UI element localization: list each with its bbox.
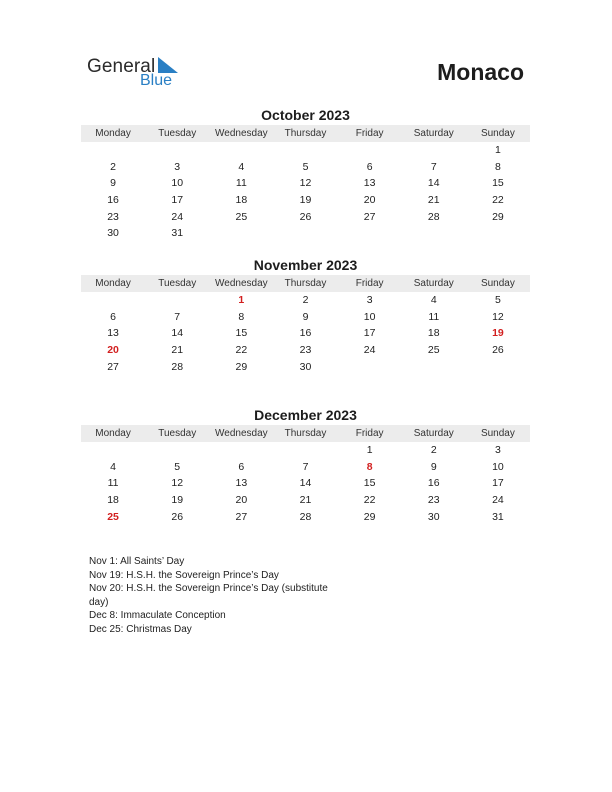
weekday-label: Wednesday <box>215 128 268 139</box>
day-cell: 30 <box>299 360 312 373</box>
day-cell: 8 <box>238 310 245 323</box>
day-cell: 3 <box>174 160 181 173</box>
day-cell: 4 <box>238 160 245 173</box>
day-cell: 6 <box>238 460 245 473</box>
day-cell: 1 <box>366 444 373 456</box>
weekday-label: Tuesday <box>158 128 197 139</box>
day-cell: 3 <box>366 294 373 306</box>
weekday-label: Saturday <box>413 128 454 139</box>
day-cell: 23 <box>107 210 119 223</box>
day-cell: 18 <box>427 327 440 340</box>
week-row <box>81 175 530 192</box>
day-cell: 24 <box>363 344 376 357</box>
weekday-header-row <box>81 125 530 142</box>
day-cell: 7 <box>302 460 309 473</box>
month-title: October 2023 <box>261 107 350 123</box>
day-cell <box>273 442 337 459</box>
weekday-header-row <box>81 275 530 292</box>
day-cell: 4 <box>110 460 116 473</box>
logo-text-blue: Blue <box>140 72 173 89</box>
day-cell: 17 <box>171 194 184 207</box>
day-cell <box>145 442 209 459</box>
holiday-day-cell: 20 <box>107 344 119 357</box>
day-cell <box>466 225 530 242</box>
holiday-note: Dec 25: Christmas Day <box>89 623 192 635</box>
weekday-label: Friday <box>355 428 384 439</box>
month-december <box>81 406 530 525</box>
day-cell: 10 <box>492 460 504 473</box>
week-row <box>81 292 530 309</box>
day-cell <box>81 292 145 309</box>
day-cell <box>402 225 466 242</box>
weekday-label: Wednesday <box>215 278 268 289</box>
day-cell: 2 <box>430 444 437 456</box>
day-cell <box>402 359 466 376</box>
day-cell: 28 <box>299 510 312 523</box>
day-cell: 23 <box>299 344 312 357</box>
week-row <box>81 475 530 492</box>
day-cell: 21 <box>171 344 184 357</box>
weekday-label: Thursday <box>284 278 327 289</box>
day-cell <box>81 142 145 159</box>
day-cell <box>338 359 402 376</box>
week-row <box>81 325 530 342</box>
day-cell: 22 <box>363 494 376 507</box>
week-row <box>81 192 530 209</box>
day-cell: 29 <box>235 360 248 373</box>
weekday-label: Friday <box>355 278 384 289</box>
day-cell <box>402 142 466 159</box>
day-cell: 16 <box>107 194 119 207</box>
day-cell: 26 <box>171 510 184 523</box>
holiday-note: Nov 20: H.S.H. the Sovereign Prince’s Day (substitute day) <box>89 583 328 608</box>
day-cell: 12 <box>492 310 504 323</box>
day-cell: 15 <box>492 177 504 190</box>
weekday-label: Monday <box>95 278 131 289</box>
day-cell: 20 <box>235 494 248 507</box>
weekday-label: Friday <box>355 128 384 139</box>
day-cell: 30 <box>107 227 119 240</box>
month-november <box>81 256 530 375</box>
weekday-label: Tuesday <box>158 428 197 439</box>
day-cell: 5 <box>174 460 181 473</box>
day-cell: 27 <box>235 510 248 523</box>
day-cell: 27 <box>107 360 119 373</box>
holiday-day-cell: 25 <box>107 510 119 523</box>
day-cell: 13 <box>363 177 376 190</box>
week-row <box>81 359 530 376</box>
day-cell: 24 <box>492 494 504 507</box>
day-cell: 21 <box>427 194 440 207</box>
day-cell: 6 <box>110 310 116 323</box>
day-cell: 19 <box>171 494 184 507</box>
day-cell: 1 <box>494 144 501 156</box>
month-title: November 2023 <box>253 257 358 273</box>
holiday-note: Nov 19: H.S.H. the Sovereign Prince’s Day <box>89 569 279 581</box>
week-row <box>81 142 530 159</box>
country-title: Monaco <box>437 59 524 85</box>
weekday-label: Tuesday <box>158 278 197 289</box>
day-cell: 5 <box>302 160 309 173</box>
day-cell: 16 <box>299 327 312 340</box>
day-cell: 24 <box>171 210 184 223</box>
day-cell: 8 <box>494 160 501 173</box>
holiday-notes <box>89 555 339 637</box>
day-cell: 13 <box>235 477 248 490</box>
day-cell: 9 <box>110 177 116 190</box>
day-cell: 10 <box>363 310 376 323</box>
weekday-label: Sunday <box>480 278 515 289</box>
week-row <box>81 209 530 226</box>
weekday-label: Sunday <box>480 128 515 139</box>
day-cell: 11 <box>428 310 440 323</box>
weekday-label: Monday <box>95 428 131 439</box>
weekday-label: Wednesday <box>215 428 268 439</box>
day-cell: 23 <box>427 494 440 507</box>
day-cell: 6 <box>366 160 373 173</box>
generalblue-logo <box>87 56 187 92</box>
day-cell: 17 <box>492 477 504 490</box>
day-cell: 31 <box>171 227 184 240</box>
day-cell: 12 <box>171 477 184 490</box>
day-cell <box>209 225 273 242</box>
holiday-day-cell: 1 <box>238 294 245 306</box>
day-cell: 4 <box>430 294 437 306</box>
day-cell: 27 <box>363 210 376 223</box>
day-cell: 5 <box>494 294 501 306</box>
day-cell: 28 <box>427 210 440 223</box>
week-row <box>81 442 530 459</box>
day-cell: 28 <box>171 360 184 373</box>
day-cell <box>338 225 402 242</box>
day-cell: 2 <box>110 160 116 173</box>
logo-triangle-icon <box>158 57 178 73</box>
day-cell: 9 <box>302 310 309 323</box>
weekday-label: Thursday <box>284 428 327 439</box>
day-cell: 29 <box>363 510 376 523</box>
day-cell: 18 <box>235 194 248 207</box>
month-title: December 2023 <box>254 407 357 423</box>
weekday-header-row <box>81 425 530 442</box>
day-cell: 26 <box>299 210 312 223</box>
weekday-label: Sunday <box>480 428 515 439</box>
day-cell: 11 <box>235 177 247 190</box>
day-cell <box>338 142 402 159</box>
day-cell: 25 <box>235 210 248 223</box>
day-cell: 18 <box>107 494 119 507</box>
day-cell: 13 <box>107 327 119 340</box>
day-cell: 14 <box>171 327 184 340</box>
week-row <box>81 309 530 326</box>
day-cell: 30 <box>427 510 440 523</box>
logo-text-general: General <box>87 56 156 77</box>
day-cell <box>273 225 337 242</box>
day-cell: 22 <box>235 344 248 357</box>
day-cell: 7 <box>174 310 181 323</box>
day-cell: 15 <box>235 327 248 340</box>
weekday-label: Saturday <box>413 278 454 289</box>
day-cell <box>209 442 273 459</box>
day-cell <box>81 442 145 459</box>
day-cell <box>145 292 209 309</box>
weekday-label: Thursday <box>284 128 327 139</box>
holiday-note: Nov 1: All Saints’ Day <box>89 556 185 567</box>
week-row <box>81 342 530 359</box>
day-cell: 12 <box>299 177 312 190</box>
day-cell: 31 <box>492 510 504 523</box>
day-cell: 22 <box>492 194 504 207</box>
day-cell: 17 <box>363 327 376 340</box>
day-cell <box>466 359 530 376</box>
holiday-day-cell: 8 <box>366 460 373 473</box>
day-cell: 25 <box>427 344 440 357</box>
week-row <box>81 492 530 509</box>
day-cell: 3 <box>494 444 501 456</box>
day-cell: 16 <box>427 477 440 490</box>
holiday-day-cell: 19 <box>492 327 504 340</box>
week-row <box>81 159 530 176</box>
day-cell <box>273 142 337 159</box>
day-cell: 20 <box>363 194 376 207</box>
day-cell: 9 <box>430 460 437 473</box>
month-october <box>81 106 530 242</box>
week-row <box>81 225 530 242</box>
day-cell: 14 <box>299 477 312 490</box>
day-cell <box>145 142 209 159</box>
weekday-label: Monday <box>95 128 131 139</box>
week-row <box>81 509 530 526</box>
day-cell: 21 <box>299 494 312 507</box>
day-cell: 15 <box>363 477 376 490</box>
weekday-label: Saturday <box>413 428 454 439</box>
week-row <box>81 459 530 476</box>
day-cell: 11 <box>107 477 119 490</box>
day-cell: 10 <box>171 177 184 190</box>
day-cell: 14 <box>427 177 440 190</box>
day-cell: 2 <box>302 294 309 306</box>
day-cell: 19 <box>299 194 312 207</box>
holiday-note: Dec 8: Immaculate Conception <box>89 610 226 622</box>
day-cell: 26 <box>492 344 504 357</box>
day-cell: 7 <box>430 160 437 173</box>
day-cell: 29 <box>492 210 504 223</box>
day-cell <box>209 142 273 159</box>
